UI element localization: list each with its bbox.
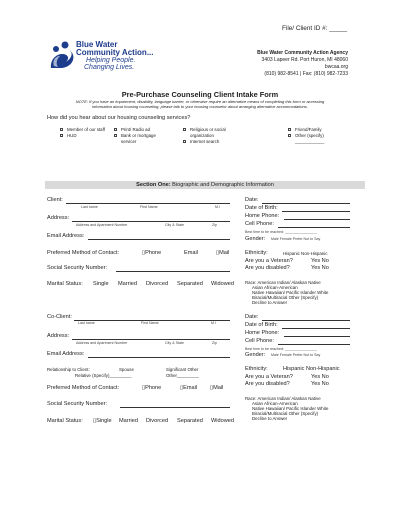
race-opt-line4[interactable]: Biracial/Multiracial Other (Specify) xyxy=(252,295,319,300)
checkbox-icon[interactable] xyxy=(288,134,291,137)
coclient-address-field[interactable] xyxy=(72,339,230,340)
logo-line2: Community Action... xyxy=(76,48,154,57)
coclient-mi-caption: M.I xyxy=(211,321,216,325)
coclient-ssn-label: Social Security Number: xyxy=(47,401,107,407)
checkbox-icon[interactable] xyxy=(114,128,117,131)
race-opt-native[interactable]: American Indian/ Alaskan Native xyxy=(257,280,321,285)
client-name-field[interactable] xyxy=(66,203,230,204)
marital-divorced[interactable]: Divorced xyxy=(146,281,169,287)
client-contact-label: Preferred Method of Contact: xyxy=(47,250,120,256)
coclient-contact-label: Preferred Method of Contact: xyxy=(47,385,120,391)
client-dob-field[interactable] xyxy=(282,211,350,212)
agency-contact-block xyxy=(257,50,348,78)
hear-col-3 xyxy=(183,127,226,145)
coclient-email-field[interactable] xyxy=(88,357,230,358)
coclient-disabled-options[interactable]: Yes No xyxy=(311,381,329,387)
coclient-gender-label: Gender: xyxy=(245,352,266,358)
client-email-field[interactable] xyxy=(88,239,230,240)
note-line1: NOTE: If you have an impairment, disability, language barrier, or otherwise require an alternative means of completing this form or accessing xyxy=(75,99,325,104)
client-ethnicity-options[interactable]: Hispanic Non-Hispanic xyxy=(283,251,328,256)
section-title: Biographic and Demographic Information xyxy=(170,182,274,188)
hear-option-friend[interactable]: Friend/Family xyxy=(288,127,324,133)
client-last-name-caption: Last name xyxy=(81,205,98,209)
race-opt-line3[interactable]: Native Hawaiian/ Pacific Islander White xyxy=(252,290,329,295)
hear-col-4 xyxy=(288,127,324,145)
agency-phone-fax: (810) 982-8541 | Fax: (810) 982-7233 xyxy=(264,71,348,77)
client-email-label: Email Address: xyxy=(47,233,85,239)
client-home-phone-field[interactable] xyxy=(284,219,350,220)
marital-separated[interactable]: Separated xyxy=(177,281,203,287)
hear-option-bank-cont: servicer xyxy=(121,139,137,144)
coclient-relationship-label: Relationship to Client: xyxy=(47,367,90,372)
hear-option-other[interactable]: Other (specify) xyxy=(288,133,324,139)
client-contact-mail[interactable]: ▯Mail xyxy=(216,250,230,256)
client-best-time[interactable]: Best time to be reached: ________________ xyxy=(245,230,317,234)
client-dob-label: Date of Birth: xyxy=(245,205,278,211)
coclient-home-phone-label: Home Phone: xyxy=(245,330,280,336)
section-label: Section One: xyxy=(136,182,171,188)
checkbox-icon[interactable] xyxy=(114,134,117,137)
coclient-home-phone-field[interactable] xyxy=(284,336,350,337)
co-race-opt-line4[interactable]: Biracial/Multiracial Other (Specify) xyxy=(252,411,319,416)
race-opt-decline[interactable]: Decline to Answer xyxy=(252,300,288,305)
form-title: Pre-Purchase Counseling Client Intake Form xyxy=(121,90,279,99)
coclient-ethnicity-options[interactable]: Hispanic Non-Hispanic xyxy=(283,366,340,372)
hear-option-internet[interactable]: Internet search xyxy=(183,139,226,145)
client-marital-label: Marital Status: xyxy=(47,281,83,287)
file-id-label[interactable]: File/ Client ID #: _____ xyxy=(282,25,348,32)
coclient-cell-phone-label: Cell Phone: xyxy=(245,338,274,344)
checkbox-icon[interactable] xyxy=(183,140,186,143)
client-disabled-label: Are you disabled? xyxy=(245,265,290,271)
client-label: Client: xyxy=(47,197,63,203)
hear-option-print[interactable]: Print/ Radio ad xyxy=(114,127,156,133)
coclient-marital-label: Marital Status: xyxy=(47,418,83,424)
coclient-gender-options[interactable]: Male Female Prefer Not to Say xyxy=(271,353,321,357)
client-race-label: Race: xyxy=(245,280,257,285)
marital-single[interactable]: Single xyxy=(93,281,109,287)
checkbox-icon[interactable] xyxy=(60,128,63,131)
coclient-city-caption: City & State xyxy=(165,341,184,345)
client-contact-phone[interactable]: ▯Phone xyxy=(142,250,162,256)
hear-question: How did you hear about our housing counseling services? xyxy=(47,115,191,121)
client-date-label: Date: xyxy=(245,197,259,203)
client-veteran-options[interactable]: Yes No xyxy=(311,258,329,264)
coclient-first-name-caption: First Name xyxy=(141,321,159,325)
rel-relative[interactable]: Relative (Specify)_________ xyxy=(75,373,132,378)
agency-address: 3403 Lapeer Rd. Port Huron, MI 48060 xyxy=(261,57,348,63)
logo-line1: Blue Water xyxy=(76,40,118,49)
coclient-ethnicity-label: Ethnicity: xyxy=(245,366,268,372)
note-line2: information about housing counseling, please talk to your housing counselor about arranging alternative accommodations. xyxy=(92,104,308,109)
client-address-caption: Address and Apartment Number xyxy=(76,223,128,227)
co-race-opt-native[interactable]: American Indian/ Alaskan Native xyxy=(257,396,321,401)
co-marital-separated[interactable]: Separated xyxy=(177,418,203,424)
coclient-zip-caption: Zip xyxy=(212,341,217,345)
coclient-date-label: Date: xyxy=(245,314,259,320)
coclient-veteran-label: Are you a Veteran? xyxy=(245,374,293,380)
client-ssn-label: Social Security Number: xyxy=(47,265,107,271)
hear-option-religious-cont: organization xyxy=(190,133,214,138)
client-cell-phone-field[interactable] xyxy=(278,227,350,228)
hear-option-other-field[interactable]: ____________ xyxy=(295,139,325,144)
coclient-contact-email[interactable]: ▯Email xyxy=(180,385,198,391)
hear-col-1 xyxy=(60,127,105,139)
hear-option-hud[interactable]: HUD xyxy=(60,133,105,139)
hear-option-bank[interactable]: Bank or mortgage xyxy=(114,133,156,139)
rel-other[interactable]: Other_________ xyxy=(166,373,199,378)
coclient-address-caption: Address and Apartment Number xyxy=(76,341,128,345)
co-race-opt-line2[interactable]: Asian African-American xyxy=(252,401,298,406)
coclient-contact-phone[interactable]: ▯Phone xyxy=(142,385,162,391)
coclient-email-label: Email Address: xyxy=(47,351,85,357)
client-contact-email[interactable]: Email xyxy=(184,250,198,256)
client-first-name-caption: First Name xyxy=(140,205,158,209)
client-cell-phone-label: Cell Phone: xyxy=(245,221,274,227)
checkbox-icon[interactable] xyxy=(288,128,291,131)
hear-option-staff[interactable]: Member of our staff xyxy=(60,127,105,133)
client-gender-options[interactable]: Male Female Prefer Not to Say xyxy=(271,237,321,241)
coclient-date-field[interactable] xyxy=(262,320,350,321)
co-marital-widowed[interactable]: Widowed xyxy=(211,418,235,424)
people-logo-icon xyxy=(48,40,76,70)
client-race-block xyxy=(245,280,328,305)
client-zip-caption: Zip xyxy=(212,223,217,227)
rel-spouse[interactable]: Spouse xyxy=(119,367,134,372)
co-race-opt-line3[interactable]: Native Hawaiian/ Pacific Islander White xyxy=(252,406,329,411)
coclient-veteran-options[interactable]: Yes No xyxy=(311,374,329,380)
co-marital-single[interactable]: ▯Single xyxy=(93,418,112,424)
section-one-banner xyxy=(45,181,365,189)
client-address-label: Address: xyxy=(47,215,70,221)
coclient-disabled-label: Are you disabled? xyxy=(245,381,290,387)
coclient-ssn-field[interactable] xyxy=(120,407,230,408)
client-address-field[interactable] xyxy=(72,221,230,222)
client-veteran-label: Are you a Veteran? xyxy=(245,258,293,264)
co-marital-married[interactable]: Married xyxy=(119,418,138,424)
client-date-field[interactable] xyxy=(262,203,350,204)
coclient-race-block xyxy=(245,396,328,421)
rel-significant-other[interactable]: Significant Other xyxy=(166,367,199,372)
race-opt-line2[interactable]: Asian African-American xyxy=(252,285,298,290)
client-disabled-options[interactable]: Yes No xyxy=(311,265,329,271)
coclient-last-name-caption: Last name xyxy=(78,321,95,325)
coclient-contact-mail[interactable]: ▯Mail xyxy=(210,385,224,391)
logo-tagline1: Helping People. xyxy=(86,57,136,64)
checkbox-icon[interactable] xyxy=(183,128,186,131)
agency-website[interactable]: bwcaa.org xyxy=(324,64,348,70)
marital-widowed[interactable]: Widowed xyxy=(211,281,235,287)
checkbox-icon[interactable] xyxy=(60,134,63,137)
agency-name: Blue Water Community Action Agency xyxy=(257,50,348,56)
coclient-address-label: Address: xyxy=(47,333,70,339)
logo-tagline2: Changing Lives. xyxy=(84,64,135,71)
co-race-opt-decline[interactable]: Decline to Answer xyxy=(252,416,288,421)
hear-option-religious[interactable]: Religious or social xyxy=(183,127,226,133)
client-mi-caption: M.I xyxy=(215,205,220,209)
hear-col-2 xyxy=(114,127,156,145)
coclient-dob-label: Date of Birth: xyxy=(245,322,278,328)
client-ethnicity-label: Ethnicity: xyxy=(245,250,268,256)
coclient-dob-field[interactable] xyxy=(282,328,350,329)
co-marital-divorced[interactable]: Divorced xyxy=(146,418,169,424)
coclient-race-label: Race: xyxy=(245,396,257,401)
client-city-caption: City & State xyxy=(165,223,184,227)
client-ssn-field[interactable] xyxy=(116,271,230,272)
coclient-cell-phone-field[interactable] xyxy=(278,344,350,345)
coclient-best-time[interactable]: Best time to be reached: ________________ xyxy=(245,347,317,351)
marital-married[interactable]: Married xyxy=(118,281,137,287)
coclient-label: Co-Client: xyxy=(47,314,72,320)
client-gender-label: Gender: xyxy=(245,236,266,242)
client-home-phone-label: Home Phone: xyxy=(245,213,280,219)
